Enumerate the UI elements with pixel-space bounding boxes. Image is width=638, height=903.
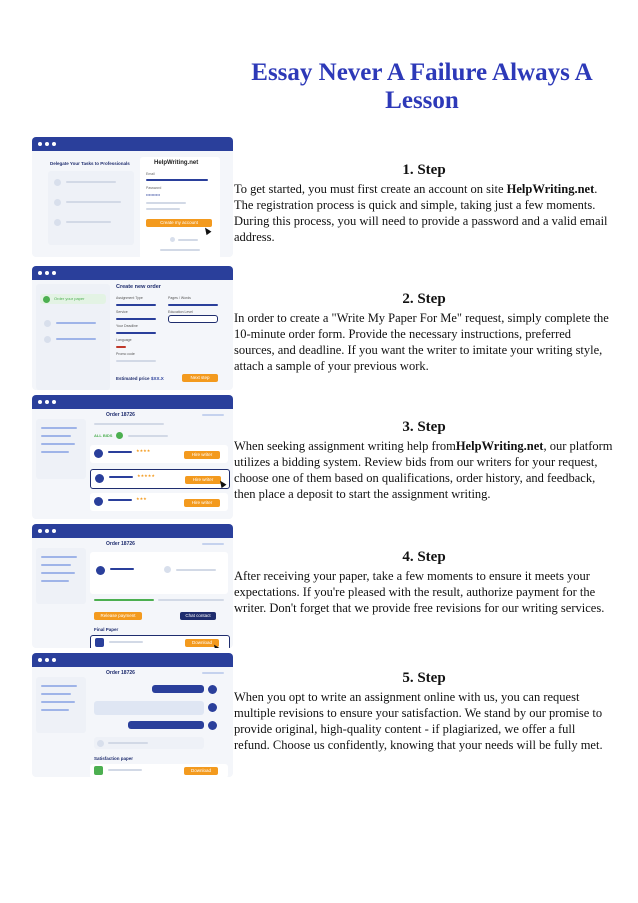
step-text: In order to create a "Write My Paper For Me" request, simply complete the 10-minute order form. Provide the necessary instructions, preferred sources, and deadline. If you want the writer to imitate your writing style, attach a sample of your previous work. (234, 311, 609, 373)
brand-logo: HelpWriting.net (154, 160, 199, 166)
step-4 (234, 548, 614, 616)
download-button[interactable]: Download (184, 767, 218, 775)
hire-writer-button[interactable]: Hire writer (185, 476, 221, 484)
hire-writer-button[interactable]: Hire writer (184, 499, 220, 507)
step1-screenshot (32, 137, 233, 257)
mock-heading: Order 18726 (106, 670, 135, 676)
step-text: To get started, you must first create an account on site HelpWriting.net. The registration process is quick and simple, taking just a few moments. During this process, you will need to provide a password and a valid email address. (234, 182, 608, 244)
step-heading: 1. Step (402, 162, 446, 178)
mock-heading: Order 18726 (106, 412, 135, 418)
step-heading: 4. Step (402, 549, 446, 565)
step-heading: 3. Step (402, 419, 446, 435)
step-1 (234, 161, 614, 245)
window-titlebar (32, 266, 233, 280)
window-titlebar (32, 653, 233, 667)
window-titlebar (32, 524, 233, 538)
password-field[interactable]: •••••••••• (146, 192, 161, 197)
mock-heading: Delegate Your Tasks to Professionals (50, 161, 130, 166)
brand-link[interactable]: HelpWriting.net (506, 182, 595, 196)
step3-screenshot: Order 18726 ALL BIDS ★★★★ Hire writer ★★★★★ Hire writer ★★★ Hire writer (32, 395, 233, 519)
release-payment-button[interactable]: Release payment (94, 612, 142, 620)
next-step-button[interactable]: Next step (182, 374, 218, 382)
download-button[interactable]: Download (185, 639, 219, 647)
step-heading: 2. Step (402, 291, 446, 307)
mock-heading: Create new order (116, 284, 161, 290)
window-titlebar (32, 137, 233, 151)
step2-screenshot: Order your paper Create new order Assignment Type Pages / Words Service Education Level Your Deadline Language Promo code Estimated price $XX.X Next step (32, 266, 233, 390)
mock-heading: Order 18726 (106, 541, 135, 547)
step-5 (234, 669, 614, 753)
step-3 (234, 418, 614, 502)
step4-screenshot: Order 18726 Release payment Chat contact Final Paper Download (32, 524, 233, 648)
page-title: Essay Never A Failure Always A Lesson (251, 58, 593, 114)
step-2 (234, 290, 614, 374)
window-titlebar (32, 395, 233, 409)
step-text: After receiving your paper, take a few moments to ensure it meets your expectations. If you're pleased with the result, authorize payment for the writer. Don't forget that we provide free revisions for our writing services. (234, 569, 605, 615)
email-field[interactable] (146, 179, 208, 181)
hire-writer-button[interactable]: Hire writer (184, 451, 220, 459)
create-account-button[interactable]: Create my account (146, 219, 212, 227)
education-select[interactable] (168, 315, 218, 323)
brand-link[interactable]: HelpWriting.net (455, 439, 544, 453)
signup-form: HelpWriting.net Email Password •••••••••• Create my account (140, 157, 220, 257)
bids-tab[interactable]: ALL BIDS (94, 433, 113, 438)
step-text: When you opt to write an assignment online with us, you can request multiple revisions to ensure your satisfaction. We stand by our promise to provide original, high-quality content - if plagiarized, we offer a full refund. Choose us confidently, knowing that your needs will be fully met. (234, 690, 603, 752)
step-text: When seeking assignment writing help fromHelpWriting.net, our platform utilizes a bidding system. Review bids from our writers for your request, choose one of them based on qualifications, order history, and feedback, then place a deposit to start the assignment writing. (234, 439, 613, 501)
step-heading: 5. Step (402, 670, 446, 686)
step5-screenshot: Order 18726 Satisfaction paper Download (32, 653, 233, 777)
chat-button[interactable]: Chat contact (180, 612, 216, 620)
